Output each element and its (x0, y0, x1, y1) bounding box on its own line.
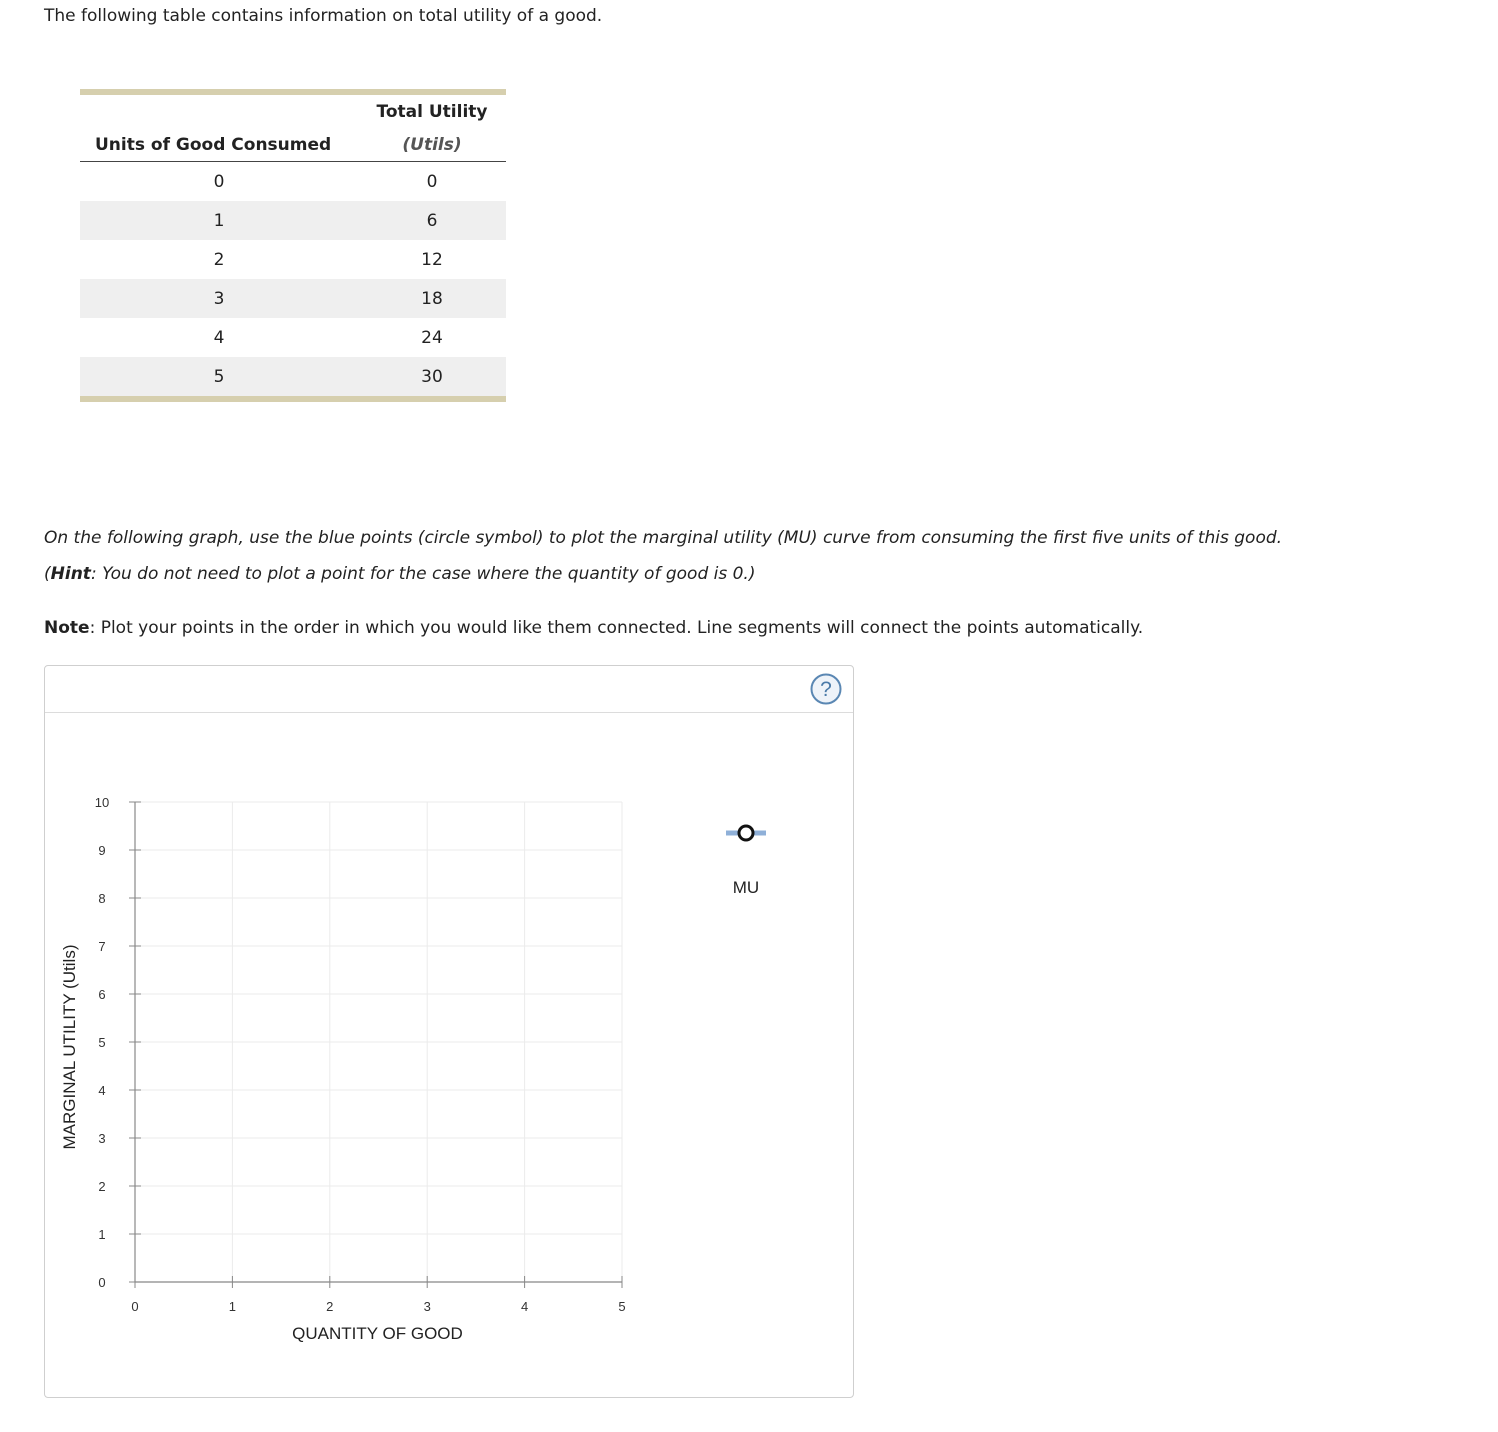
y-tick-label: 3 (98, 1131, 106, 1146)
col1-header-blank (80, 92, 358, 128)
table-row: 3 18 (80, 279, 506, 318)
y-tick-label: 7 (98, 939, 106, 954)
table-row: 0 0 (213, 171, 438, 192)
x-tick-label: 1 (228, 1299, 237, 1314)
y-axis-label: MARGINAL UTILITY (Utils) (60, 944, 79, 1150)
mu-legend-label: MU (732, 878, 760, 897)
hint-label: Hint (50, 564, 91, 584)
table-row: 5 30 (80, 357, 506, 399)
table-row: 2 12 (213, 249, 443, 270)
y-tick-label: 10 (94, 795, 110, 810)
y-tick-label: 5 (98, 1035, 106, 1050)
instruction-text: On the following graph, use the blue points (circle symbol) to plot the marginal utility (MU) curve from consuming the first five units of this good. (44, 528, 1283, 548)
intro-text: The following table contains information on total utility of a good. (44, 6, 603, 26)
graph-panel (44, 665, 854, 1398)
mu-legend-marker[interactable] (726, 826, 766, 840)
table-row: 1 6 (80, 201, 506, 240)
y-tick-label: 2 (98, 1179, 106, 1194)
help-symbol: ? (820, 678, 832, 701)
y-tick-label: 6 (98, 987, 106, 1002)
x-tick-label: 2 (326, 1299, 334, 1314)
y-tick-label: 4 (98, 1083, 106, 1098)
hint-text: (Hint: You do not need to plot a point for the case where the quantity of good is 0.) (44, 564, 756, 584)
panel-header (45, 666, 853, 713)
x-tick-label: 4 (520, 1299, 529, 1314)
x-axis-label: QUANTITY OF GOOD (292, 1324, 463, 1343)
x-tick-label: 0 (131, 1299, 139, 1314)
col2-header-line1: Total Utility (376, 101, 488, 122)
col1-header: Units of Good Consumed (80, 128, 358, 162)
table-row: 4 24 (213, 327, 443, 348)
note-text: Note: Plot your points in the order in which you would like them connected. Line segments will connect the points automatically. (44, 618, 1144, 638)
x-tick-label: 5 (618, 1299, 626, 1314)
y-tick-label: 9 (98, 843, 106, 858)
utility-table (80, 89, 506, 402)
y-tick-label: 1 (98, 1227, 106, 1242)
y-tick-label: 0 (98, 1275, 106, 1290)
col2-header-line2: (Utils) (358, 128, 506, 162)
note-label: Note (44, 618, 90, 638)
y-tick-label: 8 (98, 891, 106, 906)
mu-chart[interactable] (45, 712, 853, 1397)
x-tick-label: 3 (423, 1299, 431, 1314)
help-icon[interactable] (810, 673, 842, 705)
